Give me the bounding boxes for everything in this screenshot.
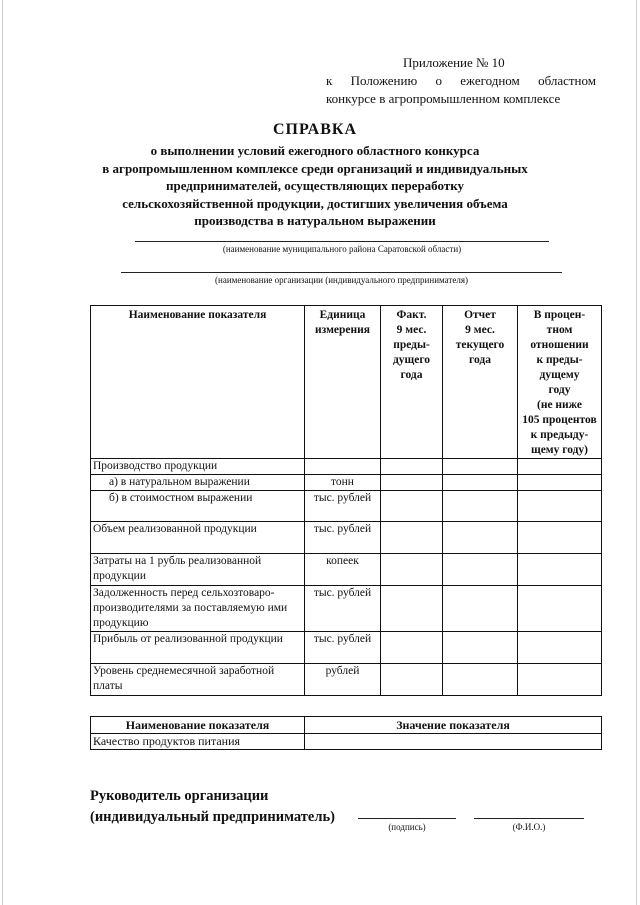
cell-percent[interactable] (518, 522, 602, 554)
signature-fill-line[interactable] (358, 818, 456, 819)
header-line: году (548, 384, 571, 396)
header-line: к преды- (536, 354, 583, 366)
title-line: производства в натуральном выражении (194, 213, 436, 228)
indicators-table (90, 305, 602, 696)
header-line: Отчет (464, 309, 496, 321)
row-name: Задолженность перед сельхозтоваро-производителями за поставляемую ими продукцию (91, 586, 305, 632)
header-fact-prev-year (381, 306, 443, 459)
header-line: Единица (319, 309, 366, 321)
header-indicator-name: Наименование показателя (91, 306, 305, 459)
appendix-number: Приложение № 10 (403, 55, 505, 70)
row-name: Объем реализованной продукции (91, 522, 305, 554)
row-name: а) в натуральном выражении (91, 475, 305, 491)
cell-fact[interactable] (381, 554, 443, 586)
table-row (91, 632, 602, 664)
cell-percent[interactable] (518, 664, 602, 696)
row-name: Прибыль от реализованной продукции (91, 632, 305, 664)
title-line: предпринимателей, осуществляющих переработку (165, 178, 465, 193)
cell-fact[interactable] (381, 586, 443, 632)
cell-fact[interactable] (381, 475, 443, 491)
title-main: СПРАВКА (272, 121, 358, 138)
header-report-current-year (443, 306, 518, 459)
title-line: о выполнении условий ежегодного областного конкурса (150, 143, 480, 158)
cell-report[interactable] (443, 475, 518, 491)
signature-title-line1: Руководитель организации (90, 788, 269, 804)
table-row (91, 586, 602, 632)
title-line: сельскохозяйственной продукции, достигших увеличения объема (122, 195, 508, 211)
row-unit: тыс. рублей (305, 632, 381, 664)
cell-percent[interactable] (518, 554, 602, 586)
header-line: 9 мес. (465, 324, 495, 336)
header-line: измерения (315, 324, 370, 336)
header-line: щему году) (530, 444, 589, 456)
table-header-row (91, 306, 602, 459)
table-row (91, 664, 602, 696)
row-unit: тыс. рублей (305, 586, 381, 632)
header-line: В процен- (533, 309, 586, 321)
row-unit: тонн (305, 475, 381, 491)
quality-table (90, 716, 602, 750)
cell-report[interactable] (443, 554, 518, 586)
cell-fact[interactable] (381, 632, 443, 664)
table-row (91, 459, 602, 475)
table-row (91, 491, 602, 522)
page-edge-left (2, 0, 3, 905)
cell-report[interactable] (443, 459, 518, 475)
cell-fact[interactable] (381, 491, 443, 522)
header-line: дущего (392, 354, 431, 366)
appendix-ref-line1: к Положению о ежегодном областном (326, 73, 596, 88)
header-indicator-name: Наименование показателя (91, 717, 305, 734)
appendix-note (326, 54, 596, 108)
row-unit (305, 459, 381, 475)
cell-percent[interactable] (518, 586, 602, 632)
header-line: 105 процентов (522, 414, 597, 426)
header-indicator-value: Значение показателя (305, 717, 602, 734)
title-line: в агропромышленном комплексе среди организаций и индивидуальных (102, 160, 528, 176)
table-row (91, 475, 602, 491)
cell-percent[interactable] (518, 632, 602, 664)
cell-percent[interactable] (518, 491, 602, 522)
header-line: (не ниже (537, 399, 582, 411)
district-fill-line[interactable] (135, 241, 549, 242)
header-line: тном (546, 324, 573, 336)
cell-fact[interactable] (381, 459, 443, 475)
full-name-fill-line[interactable] (474, 818, 584, 819)
document-title (80, 120, 550, 230)
cell-report[interactable] (443, 522, 518, 554)
header-line: 9 мес. (396, 324, 427, 336)
signature-block (90, 786, 335, 828)
table-row (91, 554, 602, 586)
row-name: Затраты на 1 рубль реализованной продукции (91, 554, 305, 586)
header-percent (518, 306, 602, 459)
header-line: Факт. (396, 309, 427, 321)
header-line: преды- (393, 339, 430, 351)
row-unit: тыс. рублей (305, 522, 381, 554)
cell-report[interactable] (443, 586, 518, 632)
district-caption: (наименование муниципального района Саратовской области) (222, 244, 462, 254)
organization-fill-line[interactable] (121, 272, 562, 273)
signature-title-line2: (индивидуальный предприниматель) (90, 809, 335, 825)
header-line: текущего (455, 339, 505, 351)
cell-fact[interactable] (381, 664, 443, 696)
cell-percent[interactable] (518, 459, 602, 475)
row-name: б) в стоимостном выражении (91, 491, 305, 522)
full-name-label: (Ф.И.О.) (512, 822, 546, 832)
row-name: Уровень среднемесячной заработной платы (91, 664, 305, 696)
header-line: отношении (530, 339, 589, 351)
appendix-ref-line2: конкурсе в агропромышленном комплексе (326, 91, 561, 106)
cell-fact[interactable] (381, 522, 443, 554)
signature-label: (подпись) (388, 822, 426, 832)
table-row (91, 734, 602, 750)
title-subtitle (80, 142, 550, 230)
row-name: Производство продукции (91, 459, 305, 475)
cell-report[interactable] (443, 491, 518, 522)
table-header-row (91, 717, 602, 734)
page-edge-right (636, 0, 637, 905)
header-line: года (469, 354, 491, 366)
cell-report[interactable] (443, 632, 518, 664)
cell-percent[interactable] (518, 475, 602, 491)
table-row (91, 522, 602, 554)
header-line: к предыду- (530, 429, 589, 441)
header-unit (305, 306, 381, 459)
header-line: года (400, 369, 423, 381)
row-unit: копеек (305, 554, 381, 586)
row-name: Качество продуктов питания (91, 734, 305, 750)
organization-caption: (наименование организации (индивидуального предпринимателя) (215, 275, 468, 285)
cell-value[interactable] (305, 734, 602, 750)
cell-report[interactable] (443, 664, 518, 696)
row-unit: тыс. рублей (305, 491, 381, 522)
row-unit: рублей (305, 664, 381, 696)
header-line: дущему (539, 369, 580, 381)
